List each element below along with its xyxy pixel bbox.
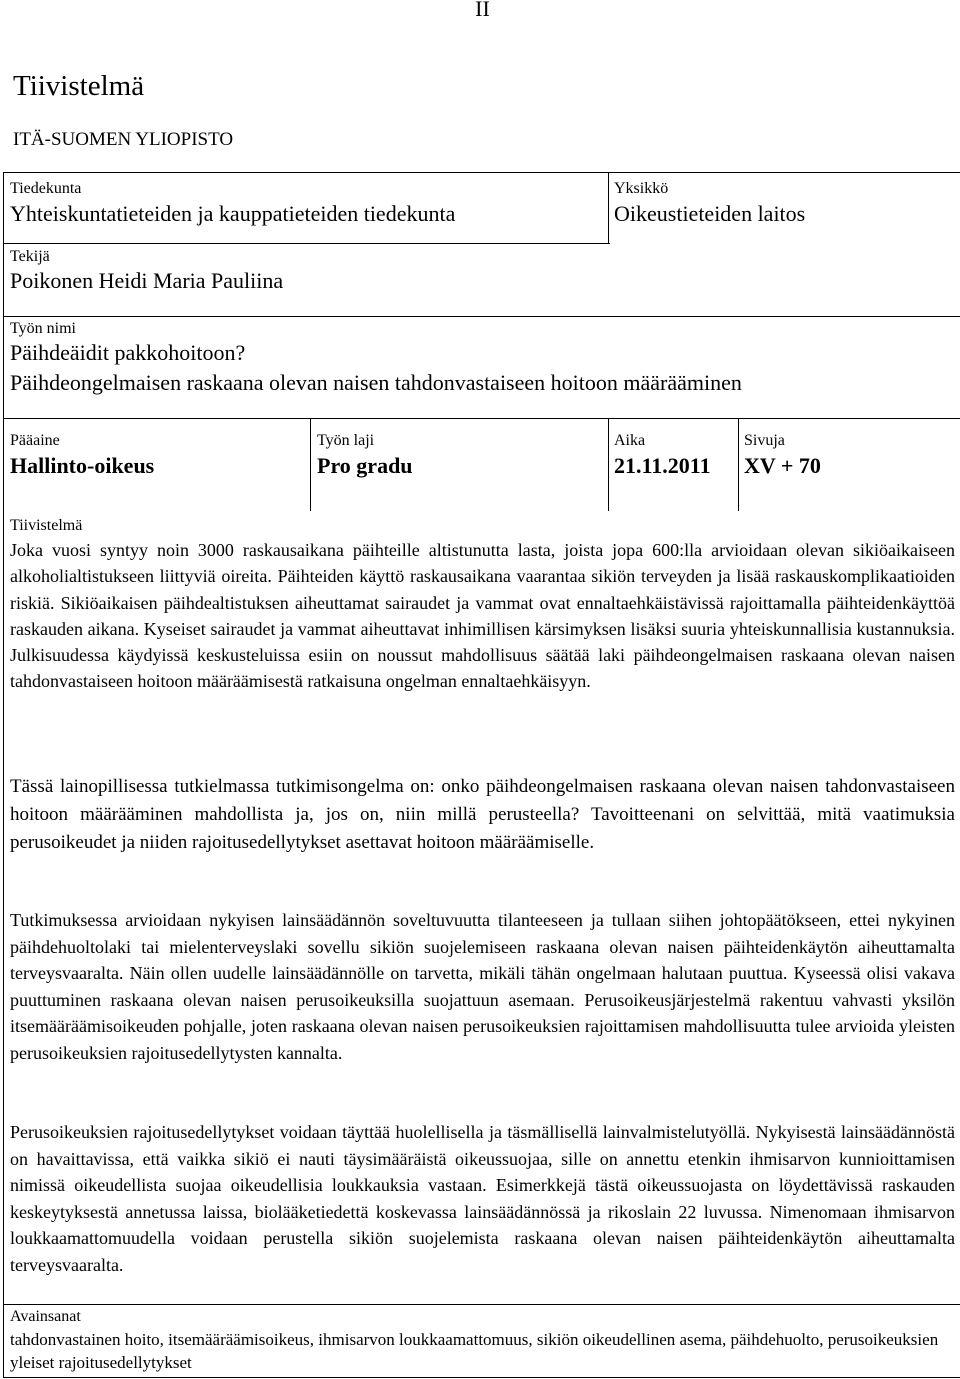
work-type-label: Työn laji bbox=[317, 432, 375, 449]
abstract-paragraph: Perusoikeuksien rajoitusedellytykset voidaan täyttää huolellisella ja täsmällisellä lainvalmistelutyöllä. Nykyisestä lainsäädännöstä on havaittavissa, että vaikka sikiö ei nauti täysimääräistä oikeussuojaa, sille on annettu etenkin ihmisarvon kunnioittamisen nimissä oikeudellista suojaa oikeudellisia loukkauksia vastaan. Esimerkkejä tästä oikeussuojasta on löydettävissä raskauden keskeytyksestä annetussa laissa, biolääketiedettä koskevassa lainsäädännössä ja rikoslain 22 luvussa. Nimenomaan ihmisarvon loukkaamattomuudella voidaan perustella sikiön suojelemista raskaana olevan naisen päihteidenkäytön aiheuttamalta terveysvaaralta. bbox=[10, 1122, 955, 1275]
abstract-paragraph: Tutkimuksessa arvioidaan nykyisen lainsäädännön soveltuvuutta tilanteeseen ja tullaan siihen johtopäätökseen, ettei nykyinen päihdehuoltolaki tai mielenterveyslaki sovellu sikiön suojelemiseen raskaana olevan naisen päihteidenkäytön aiheuttamalta terveysvaaralta. Näin ollen uudelle lainsäädännölle on tarvetta, mikäli tähän ongelmaan halutaan puuttua. Kyseessä olisi vakava puuttuminen raskaana olevan naisen perusoikeuksilla suojattuun asemaan. Perusoikeusjärjestelmä rakentuu vahvasti yksilön itsemääräämisoikeuden pohjalle, joten raskaana olevan naisen perusoikeuksien rajoittamisen mahdollisuutta tulee arvioida yleisten perusoikeuksien rajoitusedellytysten kannalta. bbox=[10, 910, 955, 1063]
abstract-label: Tiivistelmä bbox=[10, 517, 83, 534]
divider bbox=[310, 418, 311, 511]
abstract-paragraph: Tässä lainopillisessa tutkielmassa tutkimisongelma on: onko päihdeongelmaisen raskaana olevan naisen tahdonvastaiseen hoitoon määrääminen mahdollista ja, jos on, niin millä perusteella? Tavoitteenani on selvittää, mitä vaatimuksia perusoikeudet ja niiden rajoitusedellytykset asettavat hoitoon määräämiselle. bbox=[10, 776, 955, 853]
divider bbox=[738, 418, 739, 511]
faculty-label: Tiedekunta bbox=[10, 180, 82, 197]
divider bbox=[4, 418, 960, 419]
author-label: Tekijä bbox=[10, 248, 50, 265]
divider bbox=[4, 1304, 960, 1305]
work-name-label: Työn nimi bbox=[10, 320, 76, 337]
major-label: Pääaine bbox=[10, 432, 60, 449]
keywords-label: Avainsanat bbox=[10, 1308, 81, 1325]
page-number: II bbox=[475, 0, 490, 21]
work-type-value: Pro gradu bbox=[317, 453, 413, 478]
faculty-value: Yhteiskuntatieteiden ja kauppatieteiden tiedekunta bbox=[10, 201, 456, 226]
work-name-line2: Päihdeongelmaisen raskaana olevan naisen tahdonvastaiseen hoitoon määrääminen bbox=[10, 370, 742, 395]
unit-label: Yksikkö bbox=[614, 180, 669, 197]
pages-label: Sivuja bbox=[744, 432, 785, 449]
abstract-form bbox=[3, 172, 960, 1378]
divider bbox=[4, 243, 610, 244]
date-label: Aika bbox=[614, 432, 646, 449]
work-name-line1: Päihdeäidit pakkohoitoon? bbox=[10, 340, 246, 365]
date-value: 21.11.2011 bbox=[614, 453, 711, 478]
pages-value: XV + 70 bbox=[744, 453, 821, 478]
divider bbox=[608, 418, 609, 511]
author-value: Poikonen Heidi Maria Pauliina bbox=[10, 268, 284, 293]
major-value: Hallinto-oikeus bbox=[10, 453, 155, 478]
university-name: ITÄ-SUOMEN YLIOPISTO bbox=[13, 129, 234, 150]
unit-value: Oikeustieteiden laitos bbox=[614, 201, 806, 226]
page-title: Tiivistelmä bbox=[13, 70, 145, 102]
abstract-paragraph: Joka vuosi syntyy noin 3000 raskausaikana päihteille altistunutta lasta, joista jopa 600:lla arvioidaan olevan sikiöaikaiseen alkoholialtistukseen liittyviä oireita. Päihteiden käyttö raskausaikana vaarantaa sikiön terveyden ja lisää raskauskomplikaatioiden riskiä. Sikiöaikaisen päihdealtistuksen aiheuttamat sairaudet ja vammat ovat ennaltaehkäistävissä rajoittamalla päihteidenkäyttöä raskauden aikana. Kyseiset sairaudet ja vammat aiheuttavat inhimillisen kärsimyksen lisäksi suuria yhteiskunnallisia kustannuksia. Julkisuudessa käydyissä keskusteluissa esiin on noussut mahdollisuus säätää laki päihdeongelmaisen raskaana olevan naisen tahdonvastaiseen hoitoon määräämisestä ratkaisuna ongelman ennaltaehkäisyyn. bbox=[10, 540, 955, 692]
divider bbox=[4, 316, 960, 317]
divider bbox=[608, 173, 609, 244]
keywords-value: tahdonvastainen hoito, itsemääräämisoikeus, ihmisarvon loukkaamattomuus, sikiön oikeudellinen asema, päihdehuolto, perusoikeuksien yleiset rajoitusedellytykset bbox=[10, 1330, 939, 1372]
